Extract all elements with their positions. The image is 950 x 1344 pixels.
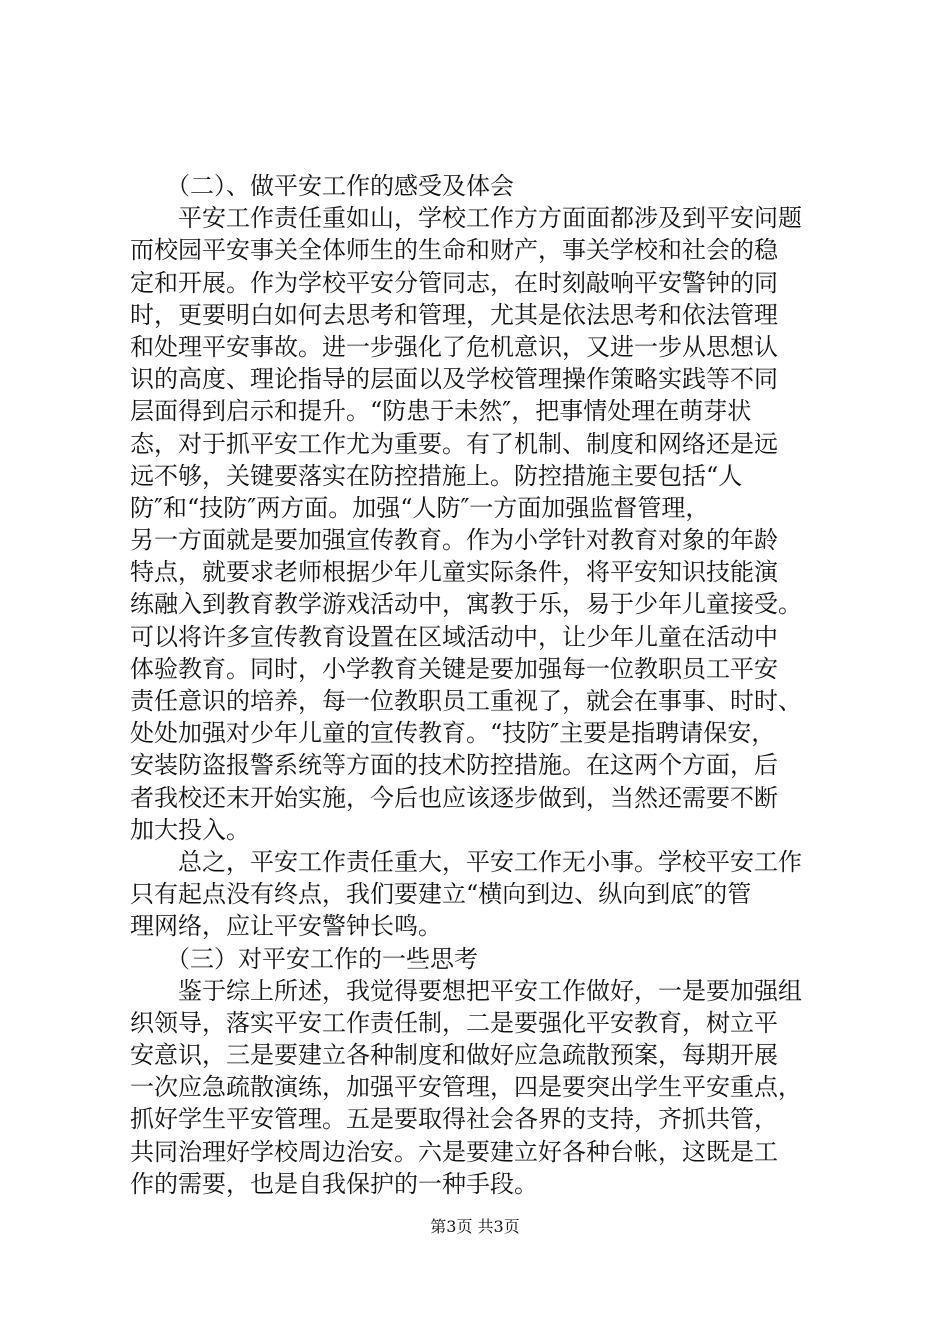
paragraph-line: 者我校还末开始实施，今后也应该逐步做到，当然还需要不断 (130, 783, 778, 812)
section-heading-2: （二）、做平安工作的感受及体会 (166, 172, 514, 200)
paragraph-line: 总之，平安工作责任重大，平安工作无小事。学校平安工作 (178, 847, 802, 876)
paragraph-line: 时，更要明白如何去思考和管理，尤其是依法思考和依法管理 (130, 300, 778, 329)
page-footer: 第3页 共3页 (430, 1217, 520, 1236)
paragraph-line: 加大投入。 (130, 815, 250, 844)
document-body (130, 170, 830, 1200)
paragraph-line: 特点，就要求老师根据少年儿童实际条件，将平安知识技能演 (130, 558, 778, 587)
paragraph-line: 练融入到教育教学游戏活动中，寓教于乐，易于少年儿童接受。 (130, 590, 802, 619)
paragraph-line: 识的高度、理论指导的层面以及学校管理操作策略实践等不同 (130, 365, 778, 394)
paragraph-line: 鉴于综上所述，我觉得要想把平安工作做好，一是要加强组 (178, 976, 802, 1005)
paragraph-line: 平安工作责任重如山，学校工作方方面面都涉及到平安问题 (178, 204, 802, 233)
paragraph-line: 远不够，关键要落实在防控措施上。防控措施主要包括“人 (130, 461, 743, 490)
paragraph-line: 理网络，应让平安警钟长鸣。 (130, 912, 442, 941)
paragraph-line: 体验教育。同时，小学教育关键是要加强每一位教职员工平安 (130, 654, 778, 683)
paragraph-line: 可以将许多宣传教育设置在区域活动中，让少年儿童在活动中 (130, 622, 778, 651)
paragraph-line: 只有起点没有终点，我们要建立“横向到边、纵向到底″的管 (130, 880, 752, 909)
paragraph-line: 层面得到启示和提升。“防患于未然″，把事情处理在萌芽状 (130, 397, 752, 426)
paragraph-line: 织领导，落实平安工作责任制，二是要强化平安教育，树立平 (130, 1008, 778, 1037)
paragraph-line: 作的需要，也是自我保护的一种手段。 (130, 1169, 538, 1198)
paragraph-line: 而校园平安事关全体师生的生命和财产，事关学校和社会的稳 (130, 236, 778, 265)
paragraph-line: 共同治理好学校周边治安。六是要建立好各种台帐，这既是工 (130, 1137, 778, 1166)
paragraph-line: 抓好学生平安管理。五是要取得社会各界的支持，齐抓共管， (130, 1105, 778, 1134)
paragraph-line: 责任意识的培养，每一位教职员工重视了，就会在事事、时时、 (130, 687, 802, 715)
paragraph-line: 处处加强对少年儿童的宣传教育。“技防″主要是指聘请保安， (130, 719, 776, 748)
paragraph-line: 安装防盗报警系统等方面的技术防控措施。在这两个方面，后 (130, 751, 778, 780)
section-heading-3: （三）对平安工作的一些思考 (166, 944, 478, 973)
paragraph-line: 一次应急疏散演练，加强平安管理，四是要突出学生平安重点， (130, 1073, 802, 1102)
paragraph-line: 态，对于抓平安工作尤为重要。有了机制、制度和网络还是远 (130, 429, 778, 458)
paragraph-line: 防″和“技防″两方面。加强“人防″一方面加强监督管理， (130, 493, 710, 522)
paragraph-line: 安意识，三是要建立各种制度和做好应急疏散预案，每期开展 (130, 1041, 778, 1070)
paragraph-line: 和处理平安事故。进一步强化了危机意识，又进一步从思想认 (130, 332, 778, 361)
paragraph-line: 定和开展。作为学校平安分管同志，在时刻敲响平安警钟的同 (130, 268, 778, 297)
paragraph-line: 另一方面就是要加强宣传教育。作为小学针对教育对象的年龄 (130, 526, 778, 555)
